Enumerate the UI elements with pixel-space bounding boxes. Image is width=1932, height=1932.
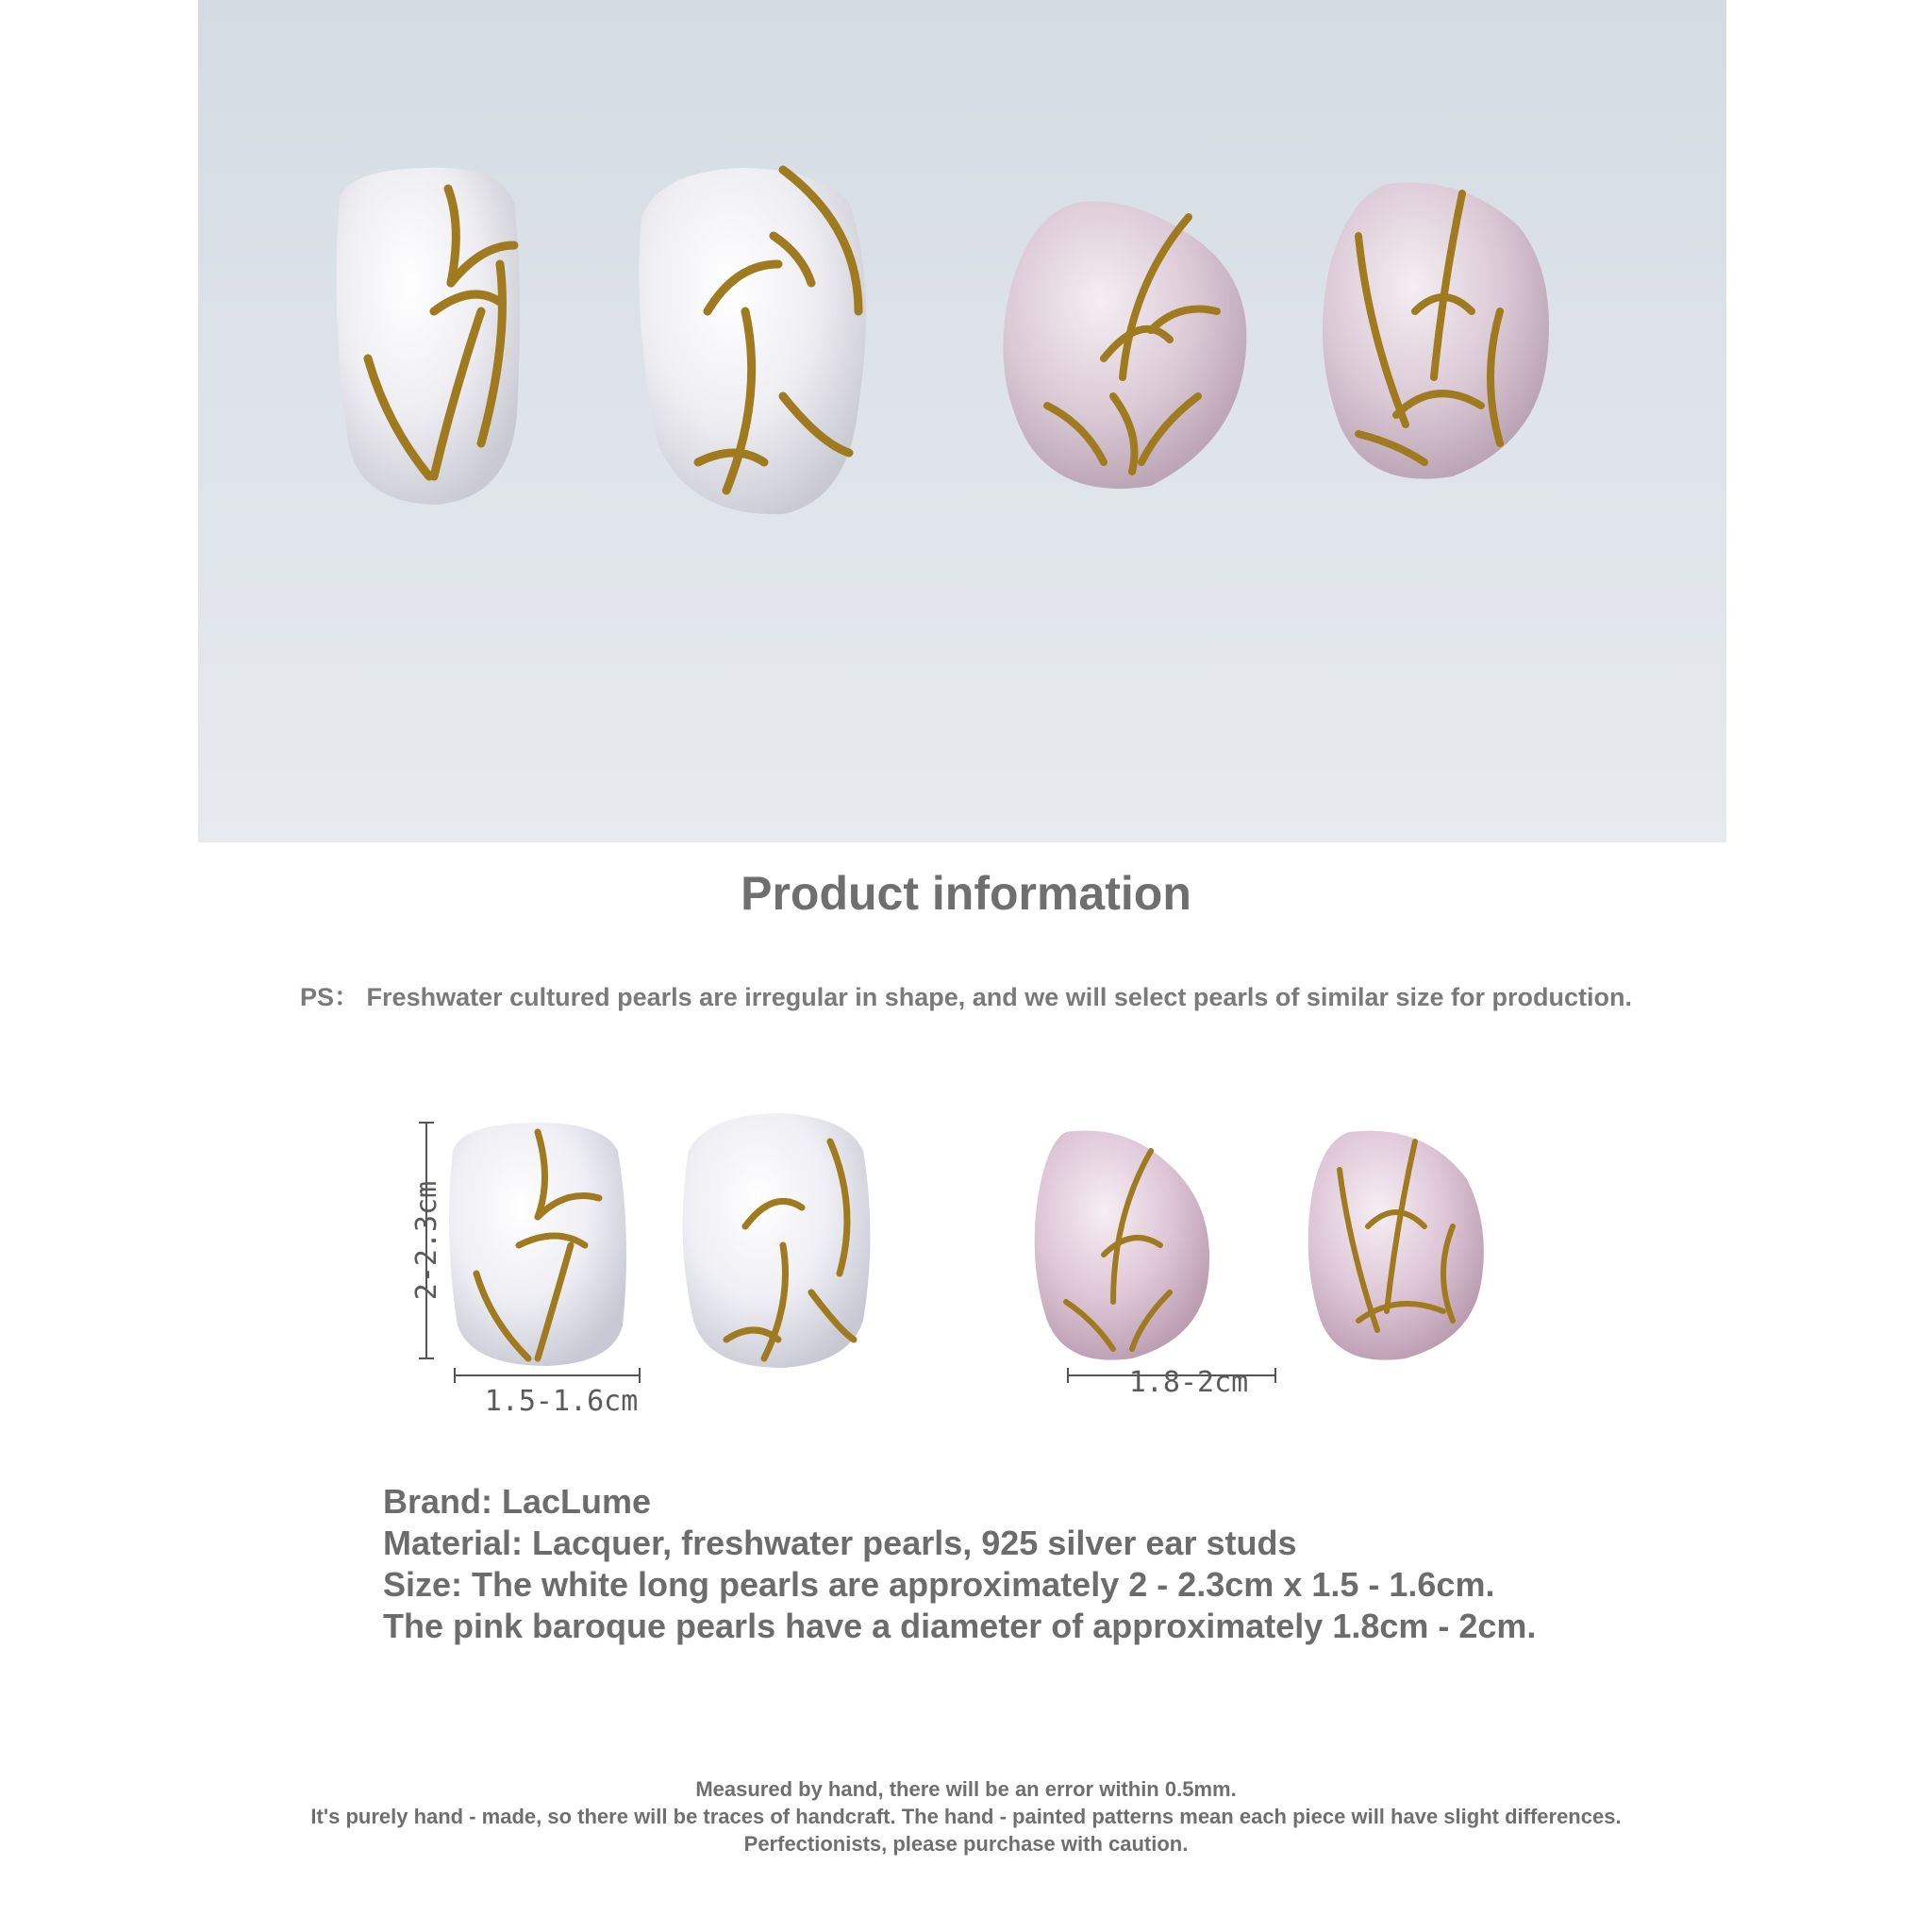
- width-label-white: 1.5-1.6cm: [484, 1385, 639, 1418]
- product-specs: [383, 1481, 1798, 1647]
- size-diagram: [387, 1085, 1604, 1434]
- diagram-pink-pearl-left: [1035, 1130, 1209, 1359]
- material-line: Material: Lacquer, freshwater pearls, 925 silver ear studs: [383, 1524, 1297, 1562]
- pink-pearl-left: [1003, 201, 1246, 489]
- diagram-pink-pearl-right: [1308, 1131, 1484, 1360]
- ps-note: PS： Freshwater cultured pearls are irregular in shape, and we will select pearls of similar size for production.: [300, 983, 1632, 1011]
- disclaimer-notes: [0, 1775, 1932, 1857]
- height-label: 2-2.3cm: [410, 1180, 443, 1301]
- diagram-white-pearl-left: [449, 1123, 626, 1366]
- note-handmade: It's purely hand - made, so there will be traces of handcraft. The hand - painted patterns mean each piece will have slight differences.: [310, 1805, 1622, 1828]
- note-caution: Perfectionists, please purchase with caution.: [743, 1832, 1189, 1856]
- note-measurement: Measured by hand, there will be an error within 0.5mm.: [695, 1777, 1237, 1801]
- page-title: Product information: [741, 867, 1191, 920]
- product-photo: [198, 0, 1726, 842]
- white-pearl-left: [336, 168, 519, 505]
- diameter-label-pink: 1.8-2cm: [1128, 1366, 1249, 1399]
- pink-pearl-right: [1323, 182, 1549, 478]
- size-line: Size: The white long pearls are approximately 2 - 2.3cm x 1.5 - 1.6cm.: [383, 1565, 1495, 1604]
- width-bracket-white: [455, 1368, 640, 1383]
- white-pearl-right: [639, 168, 866, 514]
- brand-line: Brand: LacLume: [383, 1482, 652, 1521]
- size-pink-line: The pink baroque pearls have a diameter of approximately 1.8cm - 2cm.: [383, 1607, 1537, 1645]
- diagram-white-pearl-right: [683, 1113, 871, 1368]
